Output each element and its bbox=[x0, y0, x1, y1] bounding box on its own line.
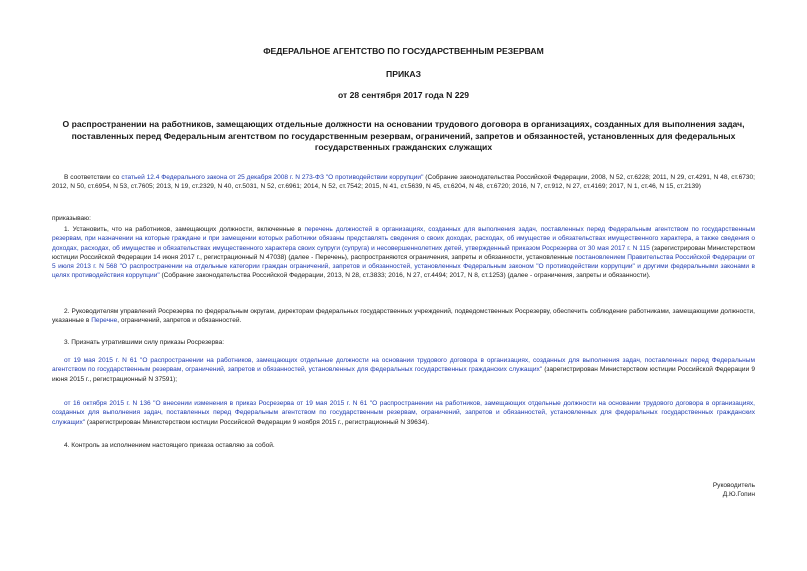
preamble-paragraph bbox=[52, 173, 755, 192]
paragraph-1-text-middle: (зарегистрирован Министерством юстиции Российской Федерации 14 июня 2017 г., регистрационный N 47038) (далее - Перечень), распространяются ограничения, запреты и обязанности, установленные bbox=[52, 244, 755, 261]
document-type: ПРИКАЗ bbox=[386, 69, 421, 79]
paragraph-3: 3. Признать утратившими силу приказы Росрезерва: bbox=[64, 339, 225, 346]
positions-list-link[interactable]: перечень должностей в организациях, созданных для выполнения задач, поставленных перед Федеральным агентством по государственным резервам, при назначении на которые граждане и при замещении которых работники обязаны представлять сведения о своих доходах, расходах, об имуществе и обязательствах имущественного характера, а также сведения о доходах, расходах, об имуществе и обязательствах имущественного характера своих супруги (супруга) и несовершеннолетних детей, утвержденный приказом Росрезерва от 30 мая 2017 г. N 115 bbox=[52, 226, 755, 252]
law-article-link[interactable]: статьей 12.4 Федерального закона от 25 декабря 2008 г. N 273-ФЗ "О противодействии коррупции" bbox=[121, 174, 424, 181]
paragraph-1-text-start: 1. Установить, что на работников, замещающих должности, включенные в bbox=[64, 226, 305, 233]
document-date: от 28 сентября 2017 года N 229 bbox=[337, 90, 470, 100]
agency-name: ФЕДЕРАЛЬНОЕ АГЕНТСТВО ПО ГОСУДАРСТВЕННЫМ РЕЗЕРВАМ bbox=[263, 46, 544, 56]
preamble-text-start: В соответствии со bbox=[64, 174, 122, 181]
paragraph-2-text-start: 2. Руководителям управлений Росрезерва по федеральным округам, директорам федеральных государственных учреждений, подведомственных Росрезерву, обеспечить соблюдение работниками, замещающими должности, указанные в bbox=[52, 308, 755, 325]
document-title: О распространении на работников, замещающих отдельные должности на основании трудового договора в организациях, созданных для выполнения задач, поставленных перед Федеральным агентством по государственным резервам, ограничений, запретов и обязанностей, установленных для федеральных государственных гражданских служащих bbox=[62, 119, 745, 152]
paragraph-4: 4. Контроль за исполнением настоящего приказа оставляю за собой. bbox=[64, 442, 275, 449]
decree-word: приказываю: bbox=[52, 215, 91, 222]
paragraph-2 bbox=[52, 307, 755, 326]
paragraph-3-item-2-text: (зарегистрирован Министерством юстиции Российской Федерации 9 ноября 2015 г., регистрационный N 39634). bbox=[85, 418, 430, 426]
order-61-link[interactable]: от 19 мая 2015 г. N 61 "О распространении на работников, замещающих отдельные должности на основании трудового договора в организациях, созданных для выполнения задач, поставленных перед Федеральным агентством по государственным резервам, ограничений, запретов и обязанностей, установленных для федеральных государственных гражданских служащих" bbox=[52, 357, 755, 374]
list-reference-link[interactable]: Перечне bbox=[91, 317, 118, 325]
signatory-position: Руководитель bbox=[712, 482, 755, 489]
paragraph-1-text-end: (Собрание законодательства Российской Федерации, 2013, N 28, ст.3833; 2016, N 27, ст.4494; 2017, N 8, ст.1253) (далее - ограничения, запреты и обязанности). bbox=[159, 272, 651, 280]
paragraph-3-item-1-text: (зарегистрирован Министерством юстиции Российской Федерации 9 июня 2015 г., регистрационный N 37591); bbox=[52, 366, 755, 383]
paragraph-3-item-2 bbox=[52, 399, 755, 427]
order-136-link[interactable]: от 16 октября 2015 г. N 136 "О внесении изменения в приказ Росрезерва от 19 мая 2015 г. N 61 "О распространении на работников, замещающих отдельные должности на основании трудового договора в организациях, созданных для выполнения задач, поставленных перед Федеральным агентством по государственным резервам, ограничений, запретов и обязанностей, установленных для федеральных государственных гражданских служащих" bbox=[52, 400, 755, 426]
signatory-name: Д.Ю.Гопин bbox=[722, 491, 755, 499]
preamble-text-end: (Собрание законодательства Российской Федерации, 2008, N 52, ст.6228; 2011, N 29, ст.4291, N 48, ст.6730; 2012, N 50, ст.6954, N 53, ст.7605; 2013, N 19, ст.2329, N 40, ст.5031, N 52, ст.6961; 2014, N 52, ст.7542; 2015, N 41, ст.5639, N 45, ст.6204, N 48, ст.6720; 2016, N 7, ст.912, N 27, ст.4169; 2017, N 1, ст.46, N 15, ст.2139) bbox=[52, 174, 755, 191]
paragraph-2-text-end: , ограничений, запретов и обязанностей. bbox=[117, 317, 242, 325]
government-resolution-link[interactable]: постановлением Правительства Российской Федерации от 5 июля 2013 г. N 568 "О распространении на отдельные категории граждан ограничений, запретов и обязанностей, установленных Федеральным законом "О противодействии коррупции" и другими федеральными законами в целях противодействия коррупции" bbox=[52, 253, 755, 280]
signature-block bbox=[555, 481, 755, 500]
paragraph-3-item-1 bbox=[52, 356, 755, 384]
paragraph-1 bbox=[52, 225, 755, 281]
